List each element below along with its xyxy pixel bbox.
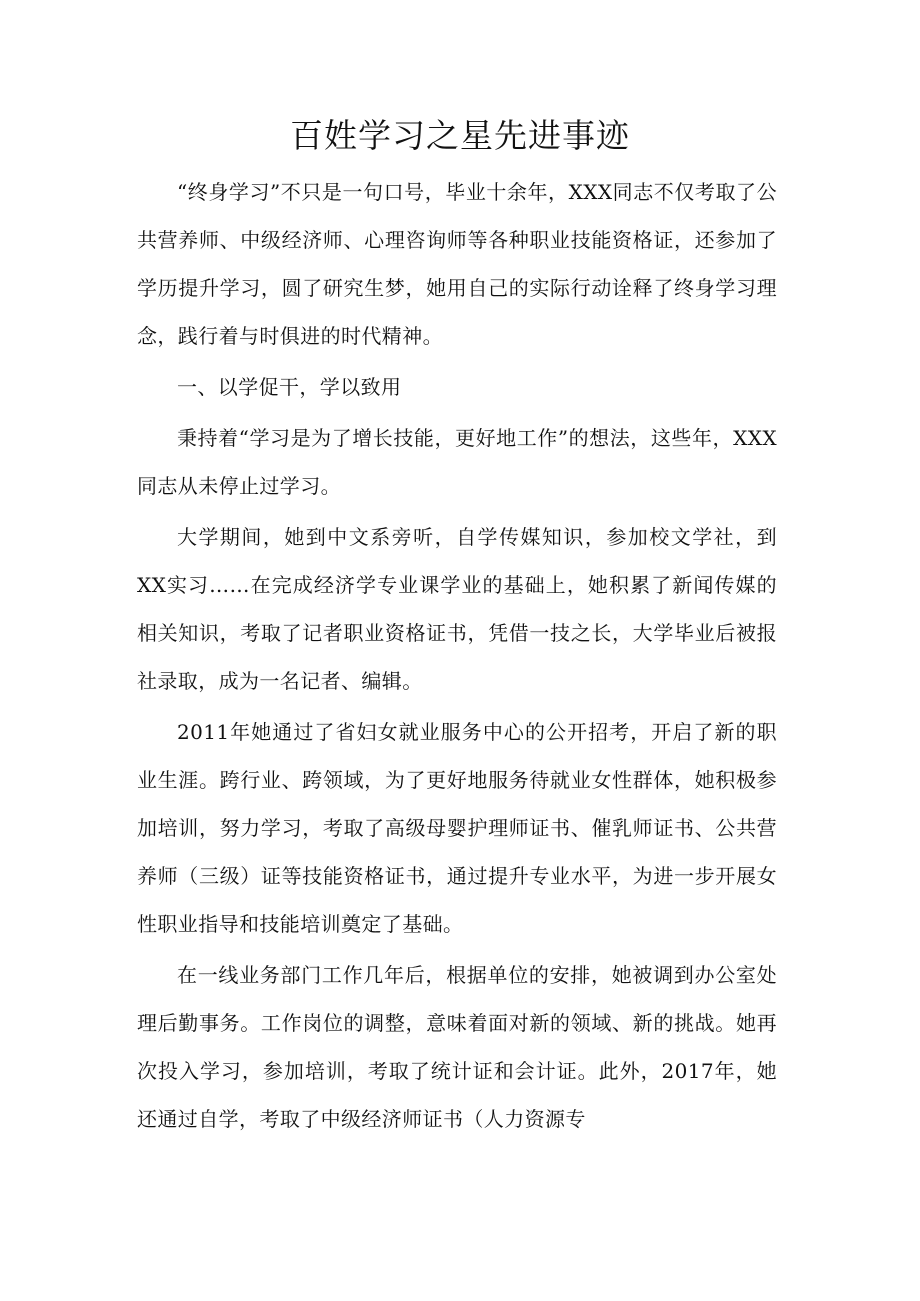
paragraph-office: 在一线业务部门工作几年后，根据单位的安排，她被调到办公室处理后勤事务。工作岗位的调整，意味着面对新的领域、新的挑战。她再次投入学习，参加培训，考取了统计证和会计证。此外，2017年，她还通过自学，考取了中级经济师证书（人力资源专 (137, 963, 777, 1131)
paragraph-principle: 秉持着“学习是为了增长技能，更好地工作”的想法，这些年，XXX同志从未停止过学习。 (137, 426, 777, 498)
paragraph-intro: “终身学习”不只是一句口号，毕业十余年，XXX同志不仅考取了公共营养师、中级经济师、心理咨询师等各种职业技能资格证，还参加了学历提升学习，圆了研究生梦，她用自己的实际行动诠释了终身学习理念，践行着与时俱进的时代精神。 (137, 180, 777, 348)
document-title: 百姓学习之星先进事迹 (290, 116, 630, 155)
paragraph-career: 2011年她通过了省妇女就业服务中心的公开招考，开启了新的职业生涯。跨行业、跨领域，为了更好地服务待就业女性群体，她积极参加培训，努力学习，考取了高级母婴护理师证书、催乳师证书、公共营养师（三级）证等技能资格证书，通过提升专业水平，为进一步开展女性职业指导和技能培训奠定了基础。 (137, 720, 777, 936)
section-heading: 一、以学促干，学以致用 (177, 375, 402, 399)
paragraph-university: 大学期间，她到中文系旁听，自学传媒知识，参加校文学社，到XX实习……在完成经济学专业课学业的基础上，她积累了新闻传媒的相关知识，考取了记者职业资格证书，凭借一技之长，大学毕业后被报社录取，成为一名记者、编辑。 (137, 525, 777, 693)
document-body (137, 168, 777, 1146)
